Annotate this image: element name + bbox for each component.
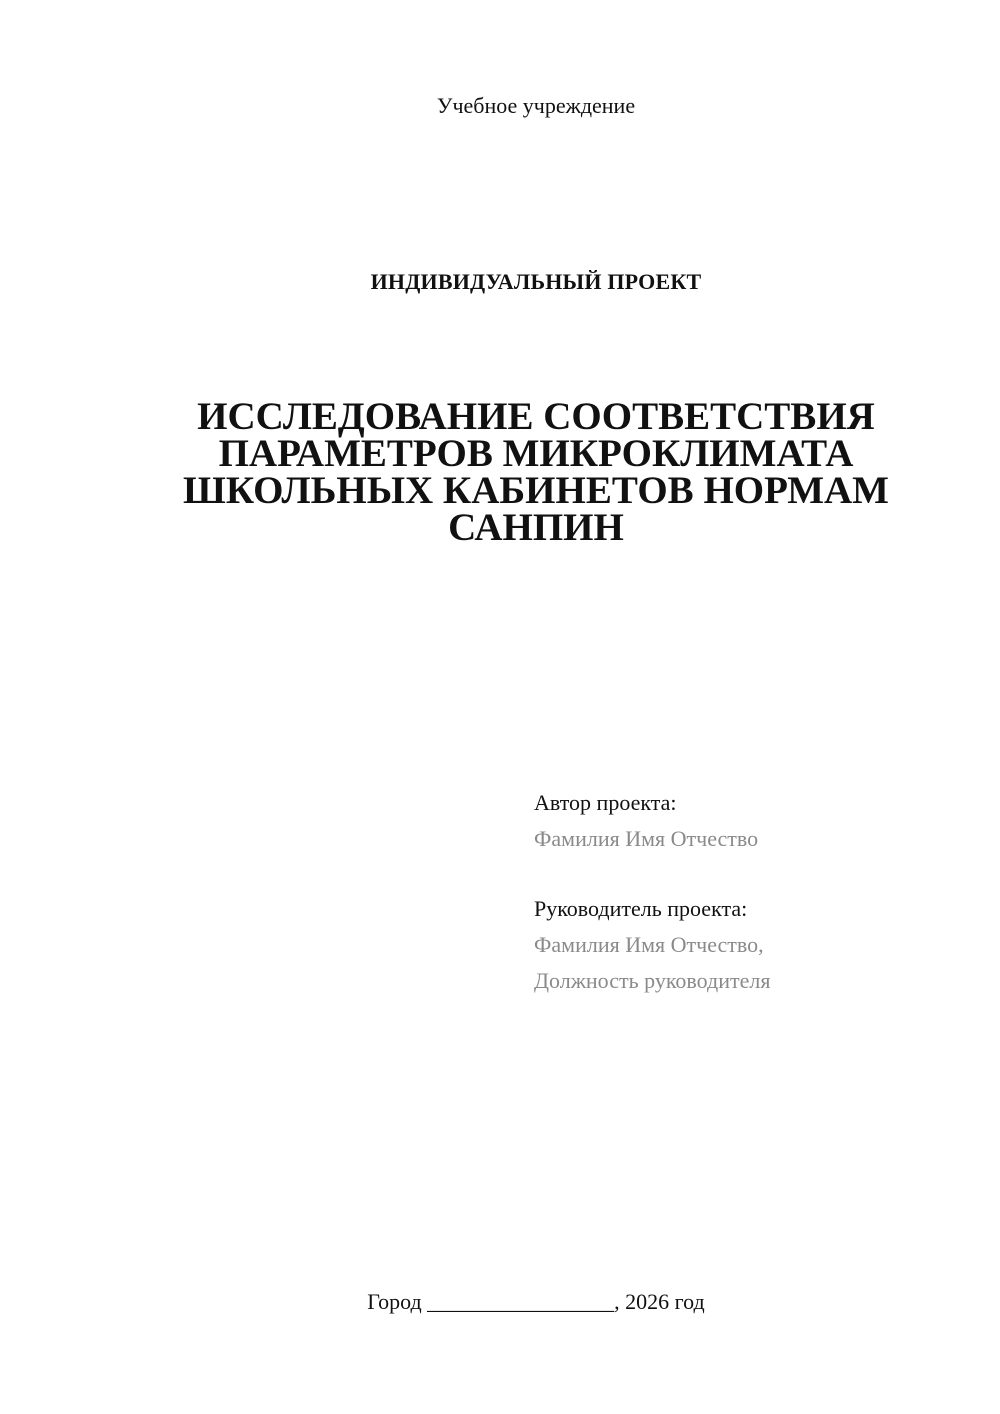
supervisor-name: Фамилия Имя Отчество,: [534, 932, 764, 957]
project-title-line: ИССЛЕДОВАНИЕ СООТВЕТСТВИЯ: [197, 395, 875, 438]
project-type-heading: ИНДИВИДУАЛЬНЫЙ ПРОЕКТ: [370, 269, 702, 294]
supervisor-label: Руководитель проекта:: [534, 896, 748, 921]
project-title-line: ПАРАМЕТРОВ МИКРОКЛИМАТА: [218, 432, 854, 475]
institution-name: Учебное учреждение: [436, 93, 636, 118]
city-year-footer: Город _________________, 2026 год: [367, 1289, 705, 1314]
project-title-line: САНПИН: [448, 506, 624, 549]
project-title: [170, 395, 902, 549]
author-block: [534, 785, 758, 857]
supervisor-block: [534, 891, 770, 999]
author-name: Фамилия Имя Отчество: [534, 826, 759, 851]
author-label: Автор проекта:: [534, 790, 677, 815]
supervisor-position: Должность руководителя: [534, 968, 771, 993]
project-title-line: ШКОЛЬНЫХ КАБИНЕТОВ НОРМАМ: [183, 469, 889, 512]
